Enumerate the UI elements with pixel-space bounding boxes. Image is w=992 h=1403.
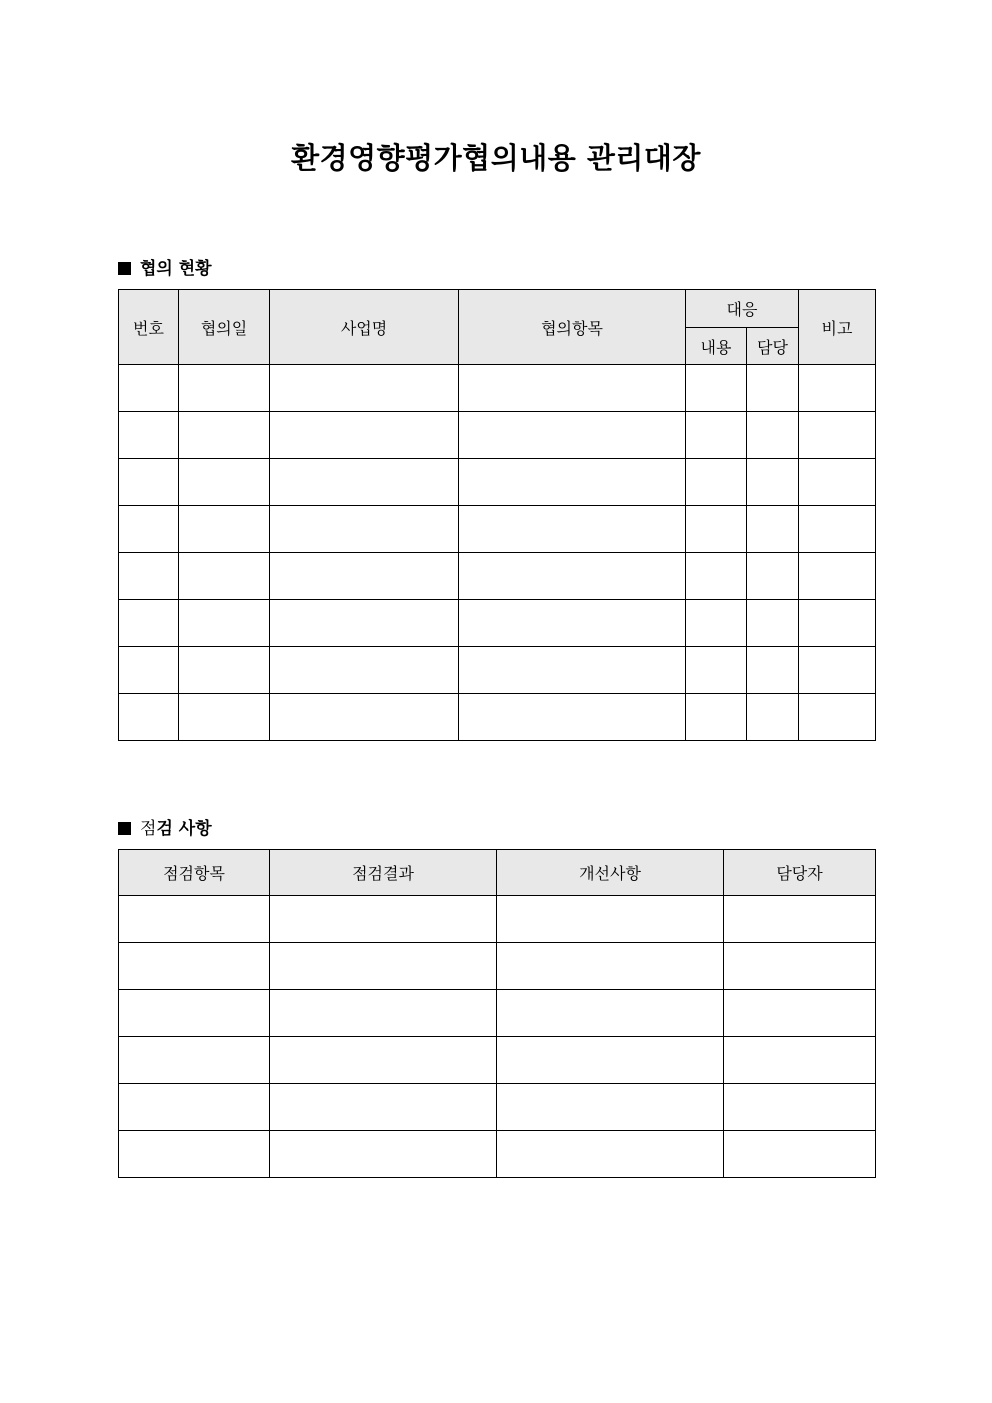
table-row (119, 506, 876, 553)
header-response-content: 내용 (686, 328, 747, 365)
header-note: 비고 (799, 290, 876, 365)
header-response-owner: 담당 (747, 328, 799, 365)
square-bullet-icon (118, 822, 131, 835)
table-row (119, 1037, 876, 1084)
table-row (119, 459, 876, 506)
inspection-table (118, 849, 876, 1178)
section-inspection-title: 점검 사항 (118, 814, 212, 839)
header-no: 번호 (119, 290, 179, 365)
consultation-status-table (118, 289, 876, 741)
table-row (119, 896, 876, 943)
table-row (119, 600, 876, 647)
section-consultation-title: 협의 현황 (118, 254, 212, 279)
table-row (119, 694, 876, 741)
document-title: 환경영향평가협의내용 관리대장 (291, 141, 701, 175)
header-project: 사업명 (270, 290, 459, 365)
table-row (119, 1084, 876, 1131)
table-row (119, 647, 876, 694)
table-row (119, 943, 876, 990)
table-row (119, 412, 876, 459)
table-row (119, 990, 876, 1037)
square-bullet-icon (118, 262, 131, 275)
table-row (119, 1131, 876, 1178)
header-item: 협의항목 (459, 290, 686, 365)
table-row (119, 365, 876, 412)
header-owner: 담당자 (724, 850, 876, 896)
header-improvement: 개선사항 (497, 850, 724, 896)
header-inspection-result: 점검결과 (270, 850, 497, 896)
header-inspection-item: 점검항목 (119, 850, 270, 896)
header-response: 대응 (686, 290, 799, 328)
table-row (119, 553, 876, 600)
header-date: 협의일 (179, 290, 270, 365)
